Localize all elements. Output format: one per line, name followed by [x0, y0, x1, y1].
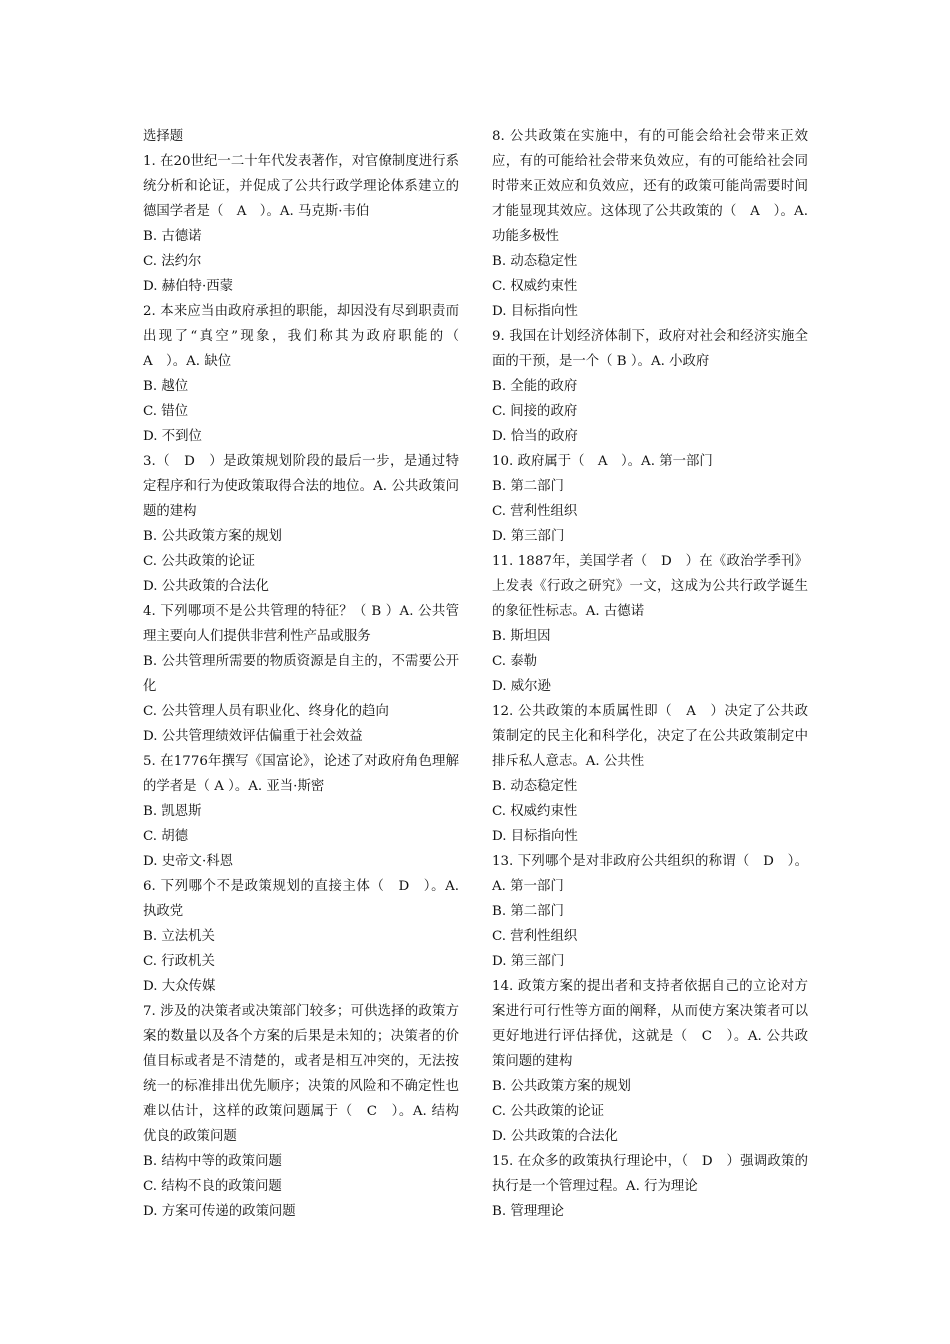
left-column-paragraph: B. 越位: [143, 379, 189, 394]
right-column-paragraph: D. 目标指向性: [492, 304, 578, 319]
right-column-paragraph: 10. 政府属于（ A ）。A. 第一部门: [492, 454, 713, 469]
right-column-paragraph: 9. 我国在计划经济体制下，政府对社会和经济实施全面的干预，是一个（ B ）。A. 小政府: [492, 329, 808, 369]
right-column-paragraph: B. 动态稳定性: [492, 779, 578, 794]
right-column-paragraph: 13. 下列哪个是对非政府公共组织的称谓（ D ）。A. 第一部门: [492, 854, 808, 894]
left-column-paragraph: D. 公共政策的合法化: [143, 579, 269, 594]
left-column-paragraph: B. 凯恩斯: [143, 804, 202, 819]
left-column: [143, 124, 473, 1224]
left-column-paragraph: D. 大众传媒: [143, 979, 216, 994]
right-column-paragraph: 11. 1887年，美国学者（ D ）在《政治学季刊》上发表《行政之研究》一文，这成为公共行政学诞生的象征性标志。A. 古德诺: [492, 554, 808, 619]
right-column-paragraph: B. 第二部门: [492, 479, 564, 494]
right-column-paragraph: B. 公共政策方案的规划: [492, 1079, 631, 1094]
right-column-paragraph: D. 第三部门: [492, 529, 565, 544]
left-column-paragraph: C. 错位: [143, 404, 189, 419]
left-column-paragraph: C. 公共政策的论证: [143, 554, 256, 569]
left-column-paragraph: B. 公共政策方案的规划: [143, 529, 282, 544]
left-column-paragraph: 6. 下列哪个不是政策规划的直接主体（ D ）。A. 执政党: [143, 879, 459, 919]
left-column-paragraph: B. 古德诺: [143, 229, 202, 244]
right-column-paragraph: C. 营利性组织: [492, 929, 578, 944]
right-column-paragraph: D. 目标指向性: [492, 829, 578, 844]
left-column-paragraph: 4. 下列哪项不是公共管理的特征？（ B ）A. 公共管理主要向人们提供非营利性产品或服务: [143, 604, 459, 644]
right-column-paragraph: B. 斯坦因: [492, 629, 551, 644]
left-column-paragraph: C. 公共管理人员有职业化、终身化的趋向: [143, 704, 389, 719]
left-column-paragraph: C. 法约尔: [143, 254, 202, 269]
left-column-paragraph: 2. 本来应当由政府承担的职能，却因没有尽到职责而出现了“真空”现象，我们称其为政府职能的（ A ）。A. 缺位: [143, 304, 473, 369]
left-column-paragraph: 1. 在20世纪一二十年代发表著作，对官僚制度进行系统分析和论证，并促成了公共行政学理论体系建立的德国学者是（ A ）。A. 马克斯·韦伯: [143, 154, 459, 219]
right-column-paragraph: B. 管理理论: [492, 1204, 564, 1219]
left-column-paragraph: 7. 涉及的决策者或决策部门较多；可供选择的政策方案的数量以及各个方案的后果是未知的；决策者的价值目标或者是不清楚的，或者是相互冲突的，无法按统一的标准排出优先顺序；决策的风险和不确定性也难以估计，这样的政策问题属于（ C ）。A. 结构优良的政策问题: [143, 1004, 459, 1144]
right-column-paragraph: B. 全能的政府: [492, 379, 578, 394]
right-column-paragraph: C. 权威约束性: [492, 804, 578, 819]
left-column-paragraph: D. 不到位: [143, 429, 202, 444]
right-column-paragraph: C. 营利性组织: [492, 504, 578, 519]
left-column-paragraph: D. 赫伯特·西蒙: [143, 279, 233, 294]
left-column-paragraph: C. 胡德: [143, 829, 189, 844]
left-column-paragraph: D. 公共管理绩效评估偏重于社会效益: [143, 729, 363, 744]
right-column-paragraph: D. 恰当的政府: [492, 429, 578, 444]
right-column-paragraph: B. 动态稳定性: [492, 254, 578, 269]
left-column-paragraph: C. 行政机关: [143, 954, 215, 969]
right-column-paragraph: 15. 在众多的政策执行理论中，（ D ）强调政策的执行是一个管理过程。A. 行为理论: [492, 1154, 808, 1194]
left-column-paragraph: B. 结构中等的政策问题: [143, 1154, 282, 1169]
right-column-paragraph: C. 权威约束性: [492, 279, 578, 294]
left-column-paragraph: D. 方案可传递的政策问题: [143, 1204, 296, 1219]
right-column-paragraph: C. 间接的政府: [492, 404, 578, 419]
left-column-paragraph: 5. 在1776年撰写《国富论》，论述了对政府角色理解的学者是（ A ）。A. 亚当·斯密: [143, 754, 459, 794]
left-column-paragraph: D. 史帝文·科恩: [143, 854, 233, 869]
right-column: [492, 124, 808, 1224]
left-column-paragraph: B. 公共管理所需要的物质资源是自主的，不需要公开化: [143, 654, 459, 694]
left-column-paragraph: B. 立法机关: [143, 929, 215, 944]
right-column-paragraph: B. 第二部门: [492, 904, 564, 919]
left-column-paragraph: 选择题: [143, 129, 184, 144]
right-column-paragraph: 12. 公共政策的本质属性即（ A ）决定了公共政策制定的民主化和科学化，决定了在公共政策制定中排斥私人意志。A. 公共性: [492, 704, 808, 769]
right-column-paragraph: C. 泰勒: [492, 654, 538, 669]
right-column-paragraph: D. 第三部门: [492, 954, 565, 969]
right-column-paragraph: 8. 公共政策在实施中，有的可能会给社会带来正效应，有的可能给社会带来负效应，有的可能给社会同时带来正效应和负效应，还有的政策可能尚需要时间才能显现其效应。这体现了公共政策的（ A ）。A. 功能多极性: [492, 129, 808, 244]
right-column-paragraph: D. 公共政策的合法化: [492, 1129, 618, 1144]
left-column-paragraph: 3.（ D ）是政策规划阶段的最后一步，是通过特定程序和行为使政策取得合法的地位。A. 公共政策问题的建构: [143, 454, 459, 519]
left-column-paragraph: C. 结构不良的政策问题: [143, 1179, 282, 1194]
right-column-paragraph: D. 威尔逊: [492, 679, 551, 694]
right-column-paragraph: C. 公共政策的论证: [492, 1104, 605, 1119]
right-column-paragraph: 14. 政策方案的提出者和支持者依据自己的立论对方案进行可行性等方面的阐释，从而使方案决策者可以更好地进行评估择优，这就是（ C ）。A. 公共政策问题的建构: [492, 979, 808, 1069]
